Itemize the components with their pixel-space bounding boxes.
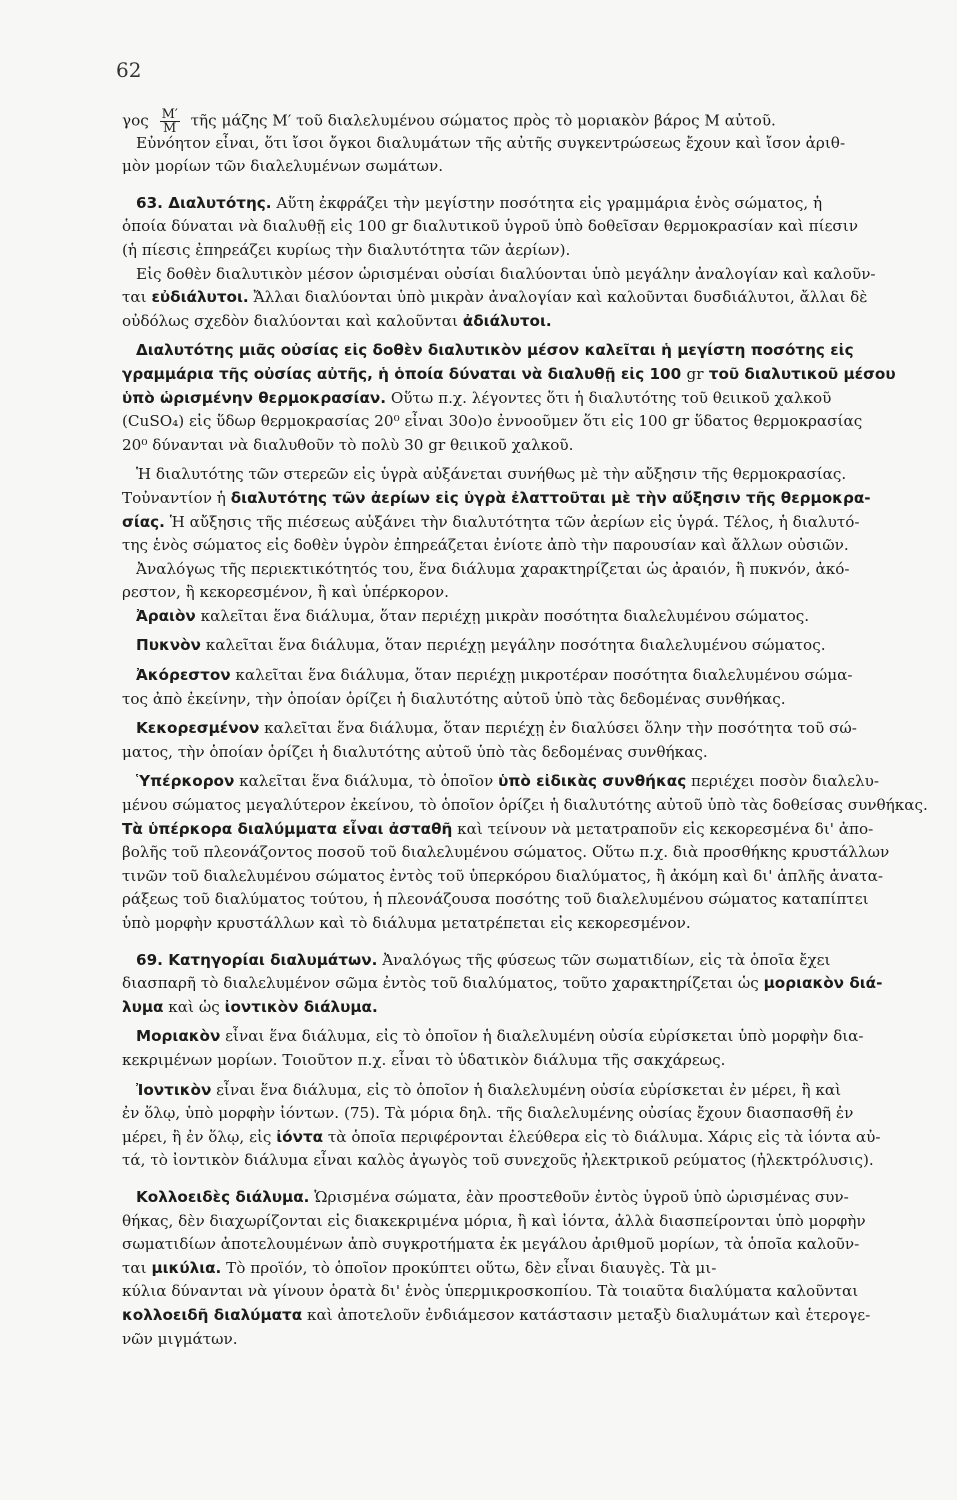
section-63-line-2: ὁποία δύναται νὰ διαλυθῇ εἰς 100 gr διαλυτικοῦ ὑγροῦ ὑπὸ δοθεῖσαν θερμοκρασίαν καὶ πίεσιν [122,217,858,236]
text-fragment: τὰ ὁποῖα περιφέρονται ἐλεύθερα εἰς τὸ διάλυμα. Χάρις εἰς τὰ ἰόντα αὐ- [323,1127,881,1146]
page-body [122,108,957,1351]
intro-line-2: Εὐνόητον εἶναι, ὅτι ἴσοι ὄγκοι διαλυμάτων τῆς αὐτῆς συγκεντρώσεως ἔχουν καὶ ἴσον ἀριθ- [136,133,846,152]
hyperkoron-line-6: ράξεως τοῦ διαλύματος τούτου, ἡ πλεονάζουσα ποσότης τοῦ διαλελυμένου σώματος καταπίπτει [122,890,869,909]
intro-line-1-rest: τῆς μάζης Μ′ τοῦ διαλελυμένου σώματος πρὸς τὸ μοριακὸν βάρος Μ αὐτοῦ. [190,111,776,130]
ionic-line-3 [122,1126,957,1150]
definition-line-5: 20⁰ δύνανται νὰ διαλυθοῦν τὸ πολὺ 30 gr θειικοῦ χαλκοῦ. [122,435,574,454]
text-fragment: οὐδόλως σχεδὸν διαλύονται καὶ καλοῦνται [122,311,463,330]
colloid-line-2: θήκας, δὲν διαχωρίζονται εἰς διακεκριμένα μόρια, ἢ καὶ ἰόντα, ἀλλὰ διασπείρονται ὑπὸ μορφὴν [122,1211,866,1230]
term-hyperkoron: Ὑπέρκορον [136,772,235,791]
colloid-line-4 [122,1257,957,1281]
definition-line-1: Διαλυτότης μιᾶς οὐσίας εἰς δοθὲν διαλυτικὸν μέσον καλεῖται ἡ μεγίστη ποσότης εἰς [136,341,854,360]
term-colloidal-solution: Κολλοειδὲς διάλυμα. [136,1187,310,1206]
page-number: 62 [116,58,142,82]
solubility-para-line-1: Εἰς δοθὲν διαλυτικὸν μέσον ὡρισμέναι οὐσίαι διαλύονται ὑπὸ μεγάλην ἀναλογίαν καὶ καλοῦν- [136,264,876,283]
text-fragment: καὶ ὡς [163,997,225,1016]
hyperkoron-line-3 [122,818,957,842]
temperature-line-4: της ἑνὸς σώματος εἰς δοθὲν ὑγρὸν ἐπηρεάζεται ἐνίοτε ἀπὸ τὴν παρουσίαν καὶ ἄλλων οὐσιῶν. [122,536,849,555]
concentration-line-1: Ἀναλόγως τῆς περιεκτικότητός του, ἕνα διάλυμα χαρακτηρίζεται ὡς ἀραιόν, ἢ πυκνόν, ἀκό- [136,559,850,578]
section-63-line-3: (ἡ πίεσις ἐπηρεάζει κυρίως τὴν διαλυτότητα τῶν ἀερίων). [122,240,571,259]
temperature-line-1: Ἡ διαλυτότης τῶν στερεῶν εἰς ὑγρὰ αὐξάνεται συνήθως μὲ τὴν αὔξησιν τῆς θερμοκρασίας. [136,465,847,484]
text-fragment: καλεῖται ἕνα διάλυμα, ὅταν περιέχῃ μικροτέραν ποσότητα διαλελυμένου σώμα- [230,666,853,685]
text-fragment: καλεῖται ἕνα διάλυμα, ὅταν περιέχῃ μεγάλην ποσότητα διαλελυμένου σώματος. [200,636,826,655]
akoreston-line-2: τος ἀπὸ ἐκείνην, τὴν ὁποίαν ὁρίζει ἡ διαλυτότης αὐτοῦ ὑπὸ τὰς δεδομένας συνθήκας. [122,689,786,708]
kekoresmenon-definition [122,717,957,741]
molecular-definition [122,1025,957,1049]
hyperkoron-line-5: τινῶν τοῦ διαλελυμένου σώματος ἐντὸς τοῦ ὑπερκόρου διαλύματος, ἢ ἀκόμη καὶ δι' ἁπλῆς ἀνατα- [122,866,884,885]
hyperkoron-line-7: ὑπὸ μορφὴν κρυστάλλων καὶ τὸ διάλυμα μετατρέπεται εἰς κεκορεσμένον. [122,914,691,932]
text-fragment: εἶναι ἕνα διάλυμα, εἰς τὸ ὁποῖον ἡ διαλελυμένη οὐσία εὑρίσκεται ὑπὸ μορφὴν δια- [220,1027,864,1046]
definition-bold: ὑπὸ ὡρισμένην θερμοκρασίαν. [122,388,386,407]
section-63-heading: 63. Διαλυτότης. [136,193,272,212]
definition-line-2 [122,363,957,387]
text-fragment: Τοὐναντίον ἡ [122,488,231,507]
definition-bold: τοῦ διαλυτικοῦ μέσου [703,364,896,383]
section-63-line-1 [122,192,957,216]
definition-line-4: (CuSO₄) εἰς ὕδωρ θερμοκρασίας 20⁰ εἶναι 30ο)ο ἐννοοῦμεν ὅτι εἰς 100 gr ὕδατος θερμοκρασίας [122,412,863,431]
hyperkoron-definition [122,770,957,794]
term-colloidal-solutions: κολλοειδῆ διαλύματα [122,1305,303,1324]
text-fragment: Ἄλλαι διαλύονται ὑπὸ μικρὰν ἀναλογίαν καὶ καλοῦνται δυσδιάλυτοι, ἄλλαι δὲ [248,288,868,307]
fraction-numerator: M′ [161,108,178,122]
section-69-line-2 [122,972,957,996]
araion-definition [122,605,957,629]
unit-gr: gr [686,364,704,383]
special-conditions: ὑπὸ εἰδικὰς συνθήκας [498,772,687,791]
fraction-denominator: M [163,121,177,132]
solubility-para-line-3 [122,310,957,334]
colloid-line-6 [122,1304,957,1328]
hyperkoron-line-4: βολῆς τοῦ πλεονάζοντος ποσοῦ τοῦ διαλελυμένου σώματος. Οὕτω π.χ. διὰ προσθήκης κρυστάλλων [122,843,890,862]
text-fragment: περιέχει ποσὸν διαλελυ- [686,772,880,791]
text-fragment: εἶναι ἕνα διάλυμα, εἰς τὸ ὁποῖον ἡ διαλελυμένη οὐσία εὑρίσκεται ἐν μέρει, ἢ καὶ [211,1080,842,1099]
ionic-line-4: τά, τὸ ἰοντικὸν διάλυμα εἶναι καλὸς ἀγωγὸς τοῦ συνεχοῦς ἠλεκτρικοῦ ρεύματος (ἠλεκτρόλυσις). [122,1151,874,1170]
intro-prefix: γος [122,111,149,130]
pyknon-definition [122,634,957,658]
colloid-definition [122,1186,957,1210]
term-kekoresmenon: Κεκορεσμένον [136,719,260,738]
text-fragment: καλεῖται ἕνα διάλυμα, ὅταν περιέχῃ ἐν διαλύσει ὅλην τὴν ποσότητα τοῦ σώ- [259,719,857,738]
term-ionic-solution: ἰοντικὸν διάλυμα. [224,997,378,1016]
term-akoreston: Ἀκόρεστον [136,666,231,685]
text-fragment: μέρει, ἢ ἐν ὅλῳ, εἰς [122,1127,277,1146]
text-fragment: Ὡρισμένα σώματα, ἐὰν προστεθοῦν ἐντὸς ὑγροῦ ὑπὸ ὡρισμένας συν- [309,1187,849,1206]
term-iontikon: Ἰοντικὸν [136,1080,212,1099]
temperature-line-3 [122,511,957,535]
term-molecular-solution-end: λυμα [122,997,164,1016]
kekoresmenon-line-2: ματος, τὴν ὁποίαν ὁρίζει ἡ διαλυτότης αὐτοῦ ὑπὸ τὰς δεδομένας συνθήκας. [122,742,708,761]
text-fragment: Τὸ προϊόν, τὸ ὁποῖον προκύπτει οὕτω, δὲν εἶναι διαυγὲς. Τὰ μι- [221,1258,717,1277]
solubility-para-line-2 [122,286,957,310]
term-pyknon: Πυκνὸν [136,636,201,655]
section-69-line-3 [122,996,957,1020]
intro-line-1 [122,108,957,132]
intro-line-3: μὸν μορίων τῶν διαλελυμένων σωμάτων. [122,157,444,176]
text-fragment: ται [122,288,152,307]
term-mikylia: μικύλια. [151,1258,222,1277]
term-eudialytoi: εὐδιάλυτοι. [151,288,249,307]
gas-solubility-statement: διαλυτότης τῶν ἀερίων εἰς ὑγρὰ ἐλαττοῦται μὲ τὴν αὔξησιν τῆς θερμοκρα- [230,488,871,507]
term-moriakon: Μοριακὸν [136,1027,221,1046]
definition-bold: γραμμάρια τῆς οὐσίας αὐτῆς, ἡ ὁποία δύναται νὰ διαλυθῇ εἰς 100 [122,364,687,383]
colloid-line-7: νῶν μιγμάτων. [122,1329,238,1348]
text-fragment: Ἀναλόγως τῆς φύσεως τῶν σωματιδίων, εἰς τὰ ὁποῖα ἔχει [377,950,831,969]
colloid-line-3: σωματιδίων ἀποτελουμένων ἀπὸ συγκροτήματα ἐκ μεγάλου ἀριθμοῦ μορίων, τὰ ὁποῖα καλοῦν- [122,1235,860,1254]
definition-line-3 [122,387,957,411]
text-fragment: ται [122,1258,152,1277]
term-molecular-solution: μοριακὸν διά- [763,974,883,993]
colloid-line-5: κύλια δύνανται νὰ γίνουν ὁρατὰ δι' ἑνὸς ὑπερμικροσκοπίου. Τὰ τοιαῦτα διαλύματα καλοῦνται [122,1282,859,1301]
ionic-line-2: ἐν ὅλῳ, ὑπὸ μορφὴν ἰόντων. (75). Τὰ μόρια δηλ. τῆς διαλελυμένης οὐσίας ἔχουν διασπασθῆ ἐν [122,1104,854,1123]
term-ionta: ἰόντα [276,1127,324,1146]
text-fragment: διασπαρῆ τὸ διαλελυμένον σῶμα ἐντὸς τοῦ διαλύματος, τοῦτο χαρακτηρίζεται ὡς [122,974,764,993]
section-69-heading: 69. Κατηγορίαι διαλυμάτων. [136,950,378,969]
temperature-line-2 [122,487,957,511]
text-fragment: καὶ ἀποτελοῦν ἐνδιάμεσον κατάστασιν μεταξὺ διαλυμάτων καὶ ἑτερογε- [302,1305,871,1324]
text-fragment: Ἡ αὔξησις τῆς πιέσεως αὐξάνει τὴν διαλυτότητα τῶν ἀερίων εἰς ὑγρά. Τέλος, ἡ διαλυτό- [164,512,860,531]
concentration-line-2: ρεστον, ἢ κεκορεσμένον, ἢ καὶ ὑπέρκορον. [122,583,449,602]
hyperkoron-line-2: μένου σώματος μεγαλύτερον ἐκείνου, τὸ ὁποῖον ὁρίζει ἡ διαλυτότης αὐτοῦ ὑπὸ τὰς δοθείσας συνθήκας. [122,796,928,815]
gas-solubility-statement-end: σίας. [122,512,165,531]
molecular-line-2: κεκριμένων μορίων. Τοιοῦτον π.χ. εἶναι τὸ ὑδατικὸν διάλυμα τῆς σακχάρεως. [122,1050,726,1069]
section-63-line-1-text: Αὕτη ἐκφράζει τὴν μεγίστην ποσότητα εἰς γραμμάρια ἑνὸς σώματος, ἡ [271,193,823,212]
mass-ratio-fraction [160,108,180,132]
unstable-statement: Τὰ ὑπέρκορα διαλύμματα εἶναι ἀσταθῆ [122,819,453,838]
term-araion: Ἀραιὸν [136,606,196,625]
akoreston-definition [122,664,957,688]
term-adialytoi: ἀδιάλυτοι. [462,311,552,330]
text-fragment: Οὕτω π.χ. λέγοντες ὅτι ἡ διαλυτότης τοῦ θειικοῦ χαλκοῦ [386,388,832,407]
ionic-definition [122,1079,957,1103]
section-69-line-1 [122,949,957,973]
text-fragment: καλεῖται ἕνα διάλυμα, τὸ ὁποῖον [234,772,499,791]
text-fragment: καλεῖται ἕνα διάλυμα, ὅταν περιέχῃ μικρὰν ποσότητα διαλελυμένου σώματος. [195,606,810,625]
text-fragment: καὶ τείνουν νὰ μετατραποῦν εἰς κεκορεσμένα δι' ἀπο- [452,819,874,838]
